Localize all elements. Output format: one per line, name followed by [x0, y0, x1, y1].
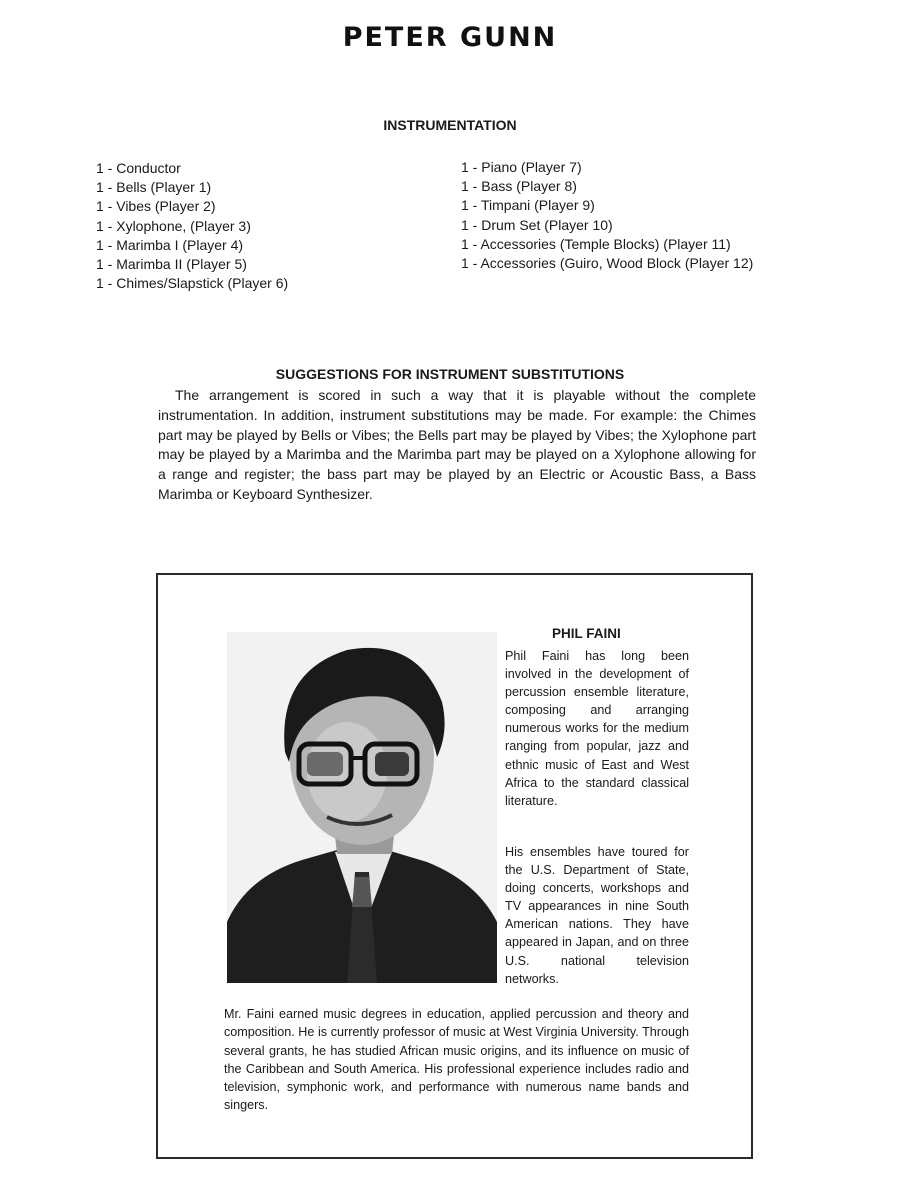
bio-name: PHIL FAINI	[552, 626, 621, 641]
bio-box	[156, 573, 753, 1159]
instrumentation-heading: INSTRUMENTATION	[383, 117, 517, 133]
list-item: 1 - Bells (Player 1)	[96, 179, 212, 196]
list-item: 1 - Marimba II (Player 5)	[96, 256, 247, 273]
bio-paragraph: Mr. Faini earned music degrees in education, applied percussion and theory and composition. He is currently professor of music at West Virginia University. Through several grants, he has studied African music origins, and its influence on music of the Caribbean and South America. His professional experience includes radio and television, symphonic work, and performance with numerous name bands and singers.	[224, 1007, 689, 1113]
list-item: 1 - Piano (Player 7)	[461, 159, 582, 175]
list-item: 1 - Xylophone, (Player 3)	[96, 217, 251, 234]
bio-paragraph: Phil Faini has long been involved in the development of percussion ensemble literature, composing and arranging numerous works for the medium ranging from popular, jazz and ethnic music of East and West Africa to the standard classical literature.	[505, 649, 689, 808]
instrumentation-list-right	[461, 158, 753, 273]
list-item: 1 - Conductor	[96, 160, 181, 176]
substitutions-heading: SUGGESTIONS FOR INSTRUMENT SUBSTITUTIONS	[275, 366, 625, 382]
list-item: 1 - Vibes (Player 2)	[96, 198, 216, 215]
portrait-photo	[227, 632, 497, 983]
substitutions-text: The arrangement is scored in such a way that it is playable without the complete instrumentation. In addition, instrument substitutions may be made. For example: the Chimes part may be played by Bells or Vibes; the Bells part may be played by Vibes; the Xylophone part may be played by a Marimba and the Marimba part may be played on a Xylophone allowing for a range and register; the bass part may be played by an Electric or Acoustic Bass, a Bass Marimba or Keyboard Synthesizer.	[158, 387, 756, 502]
instrumentation-list-left	[96, 159, 288, 293]
list-item: 1 - Drum Set (Player 10)	[461, 216, 613, 233]
list-item: 1 - Marimba I (Player 4)	[96, 236, 244, 253]
bio-paragraph: His ensembles have toured for the U.S. Department of State, doing concerts, workshops and TV appearances in nine South American nations. They have appeared in Japan, and on three U.S. national television networks.	[505, 845, 689, 986]
list-item: 1 - Accessories (Temple Blocks) (Player 11)	[461, 235, 731, 252]
list-item: 1 - Accessories (Guiro, Wood Block (Player 12)	[461, 255, 754, 272]
list-item: 1 - Bass (Player 8)	[461, 178, 577, 195]
list-item: 1 - Timpani (Player 9)	[461, 197, 595, 214]
list-item: 1 - Chimes/Slapstick (Player 6)	[96, 275, 289, 292]
page-title: PETER GUNN	[342, 22, 558, 53]
